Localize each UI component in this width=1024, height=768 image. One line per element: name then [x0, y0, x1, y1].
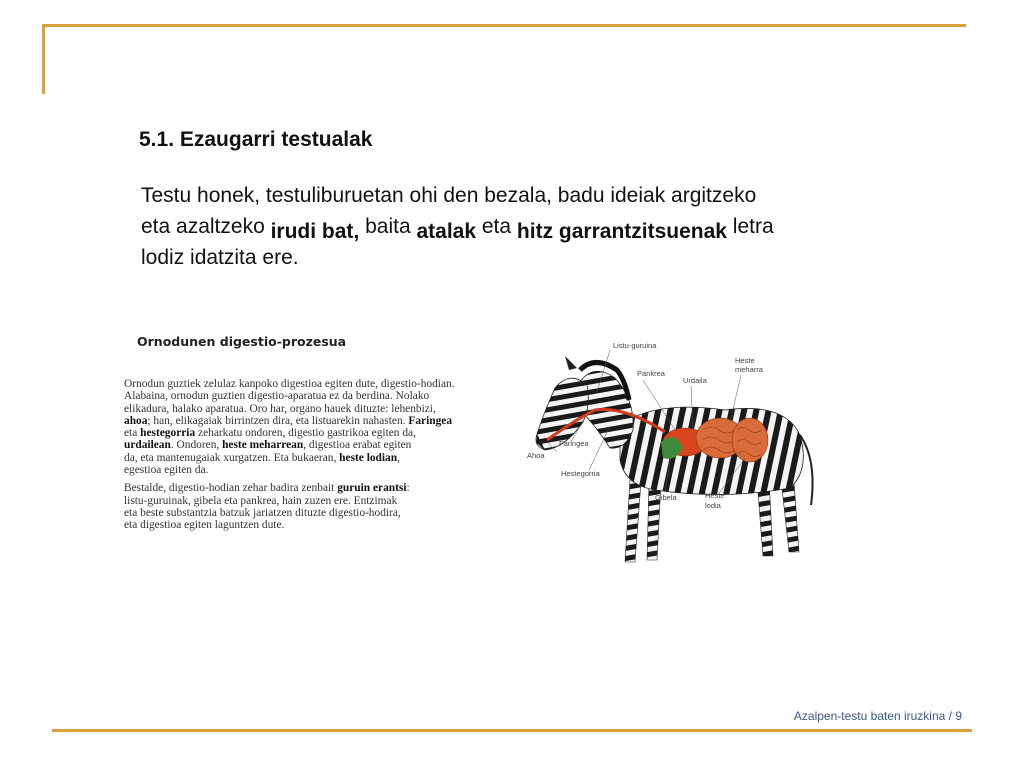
label-pankrea: Pankrea [637, 369, 665, 378]
fig-text: . Ondoren, [170, 439, 223, 452]
para-line-1: Testu honek, testuliburuetan ohi den bezala, badu ideiak argitzeko [141, 184, 757, 207]
para-text-d: letra [726, 215, 774, 238]
bold-comma: , [353, 220, 360, 243]
bold-term: Faringea [408, 414, 453, 427]
label-ahoa: Ahoa [527, 451, 545, 460]
fig-text: : [406, 482, 410, 495]
fig-text: da, eta mantenugaiak xurgatzen. Eta bukaeran, [124, 451, 340, 464]
zebra-digestive-illustration [525, 330, 825, 570]
para-text-a: eta azaltzeko [141, 215, 271, 238]
label-heste-meharra-2: meharra [735, 365, 763, 374]
fig-line: Ornodun guztiek zelulaz kanpoko digestioa egiten dute, digestio-hodian. [124, 378, 455, 390]
frame-top-line [42, 24, 966, 27]
fig-line [124, 452, 506, 464]
figure-title: Ornodunen digestio-prozesua [137, 334, 347, 349]
bold-term: urdailean [124, 439, 171, 452]
bold-term: ahoa [124, 414, 148, 427]
figure-body-text [124, 378, 506, 532]
fig-line: eta digestioa egiten laguntzen dute. [124, 519, 285, 532]
fig-line [124, 427, 506, 439]
para-line-3: lodiz idatzita ere. [141, 246, 299, 269]
bold-term-atalak: atalak [416, 220, 477, 243]
fig-line [124, 439, 506, 451]
bold-term-hitz-garrantzitsuenak: hitz garrantzitsuenak [516, 220, 727, 243]
fig-text: , digestioa erabat egiten [303, 439, 412, 452]
label-heste-lodia-2: lodia [705, 501, 721, 510]
para-text-c: eta [476, 215, 517, 238]
fig-text: , [397, 451, 400, 464]
fig-text: zeharkatu ondoren, digestio gastrikoa egiten da, [195, 427, 416, 440]
fig-line: egestioa egiten da. [124, 464, 209, 477]
fig-line: eta beste substantzia batzuk jariatzen dituzte digestio-hodira, [124, 506, 401, 519]
slide-footer: Azalpen-testu baten iruzkina / 9 [793, 709, 962, 723]
textbook-figure [120, 320, 820, 570]
label-urdaila: Urdaila [683, 376, 707, 385]
bold-term: heste lodian [339, 451, 398, 464]
fig-line: elikadura, halako aparatua. Oro har, organo hauek dituzte: lehenbizi, [124, 402, 436, 415]
fig-text: eta [124, 427, 141, 440]
slide-heading: 5.1. Ezaugarri testualak [139, 128, 373, 151]
fig-line [124, 415, 506, 427]
frame-left-line [42, 24, 45, 94]
bold-term-irudi-bat: irudi bat [270, 220, 354, 243]
fig-line [124, 482, 506, 494]
fig-text: ; han, elikagaiak birrintzen dira, eta listuarekin nahasten. [147, 414, 409, 427]
label-heste-lodia-1: Heste [705, 491, 725, 500]
fig-text: Bestalde, digestio-hodian zehar badira zenbait [124, 482, 338, 495]
bold-term: guruin erantsi [337, 482, 407, 495]
label-heste-meharra-1: Heste [735, 356, 755, 365]
body-paragraph [141, 180, 931, 273]
frame-bottom-line [52, 729, 972, 732]
bold-term: hestegorria [140, 427, 196, 440]
para-text-b: baita [359, 215, 417, 238]
fig-line: Alabaina, ornodun guztien digestio-aparatua ez da berdina. Nolako [124, 390, 430, 403]
bold-term: heste meharrean [222, 439, 304, 452]
label-gibela: Gibela [655, 493, 677, 502]
fig-line: listu-guruinak, gibela eta pankrea, hain zuzen ere. Entzimak [124, 494, 398, 507]
label-hestegorria: Hestegorria [561, 469, 600, 478]
label-listu-guruina: Listu-guruina [613, 341, 657, 350]
label-faringea: Faringea [559, 439, 589, 448]
